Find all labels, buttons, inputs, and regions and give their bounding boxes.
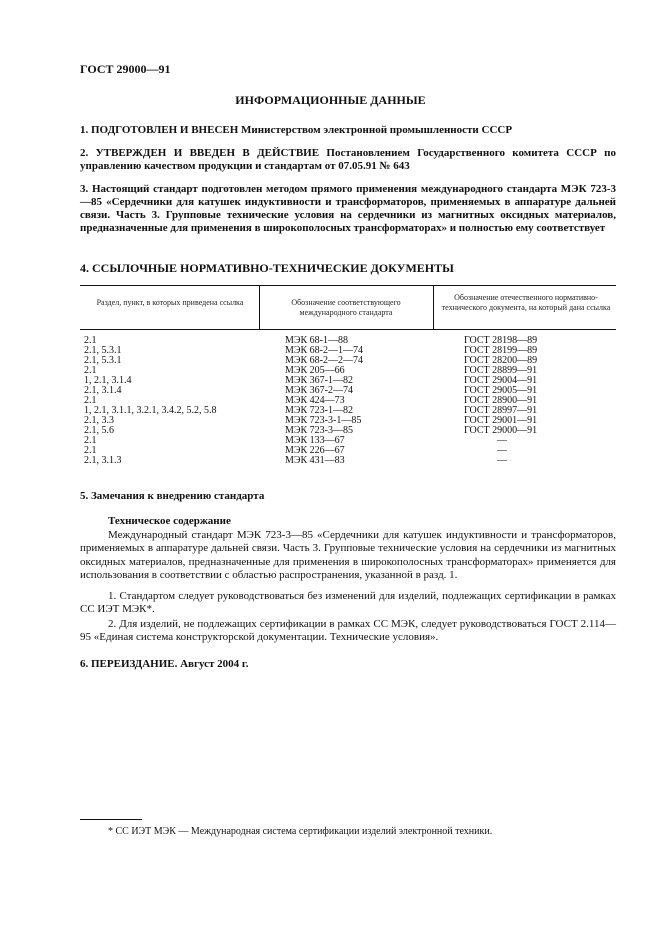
table-column-sections	[84, 336, 259, 466]
national-standard-cell: ГОСТ 28198—89	[464, 335, 538, 346]
table-header-rule	[80, 329, 616, 330]
item-number: 1.	[80, 124, 89, 136]
ref-section-cell: 2.1, 5.3.1	[84, 345, 122, 356]
ref-section-cell: 2.1	[84, 395, 97, 406]
national-standard-cell: ГОСТ 28997—91	[464, 405, 538, 416]
table-col-divider-1	[259, 285, 260, 329]
national-standard-cell: —	[497, 445, 507, 456]
national-standard-cell: ГОСТ 28899—91	[464, 365, 538, 376]
intl-standard-cell: МЭК 723-3-1—85	[285, 415, 362, 426]
footnote: * СС ИЭТ МЭК — Международная система сертификации изделий электронной техники.	[108, 826, 493, 837]
page-title: ИНФОРМАЦИОННЫЕ ДАННЫЕ	[235, 93, 426, 107]
ref-section-cell: 1, 2.1, 3.1.4	[84, 375, 132, 386]
intl-standard-cell: МЭК 226—67	[285, 445, 345, 456]
ref-section-cell: 2.1, 3.1.4	[84, 385, 122, 396]
item-number: 2.	[80, 147, 89, 159]
ref-section-cell: 2.1, 3.3	[84, 415, 114, 426]
table-column-national-standards	[464, 336, 604, 466]
paragraph-note-2: 2. Для изделий, не подлежащих сертификации в рамках СС МЭК, следует руководствоваться ГОСТ 2.114—95 «Единая система конструкторской документации. Технические условия».	[80, 618, 616, 644]
table-top-rule	[80, 285, 616, 286]
intl-standard-cell: МЭК 205—66	[285, 365, 345, 376]
info-item-1	[80, 124, 616, 137]
info-item-2	[80, 147, 616, 173]
ref-section-cell: 2.1, 5.3.1	[84, 355, 122, 366]
section-4-title: 4. ССЫЛОЧНЫЕ НОРМАТИВНО-ТЕХНИЧЕСКИЕ ДОКУМЕНТЫ	[80, 261, 454, 275]
intl-standard-cell: МЭК 424—73	[285, 395, 345, 406]
national-standard-cell: —	[497, 435, 507, 446]
national-standard-cell: —	[497, 455, 507, 466]
ref-section-cell: 2.1	[84, 435, 97, 446]
table-header-national: Обозначение отечественного нормативно-технического документа, на который дана ссылка	[441, 293, 611, 312]
national-standard-cell: ГОСТ 29001—91	[464, 415, 538, 426]
item-text: Настоящий стандарт подготовлен методом прямого применения международного стандарта МЭК 723-3—85 «Сердечники для катушек индуктивности и трансформаторов, применяемых в аппаратуре дальней связи. Часть 3. Групповые технические условия на сердечники из магнитных оксидных материалов, предназначенные для применения в широкополосных трансформаторах» и полностью ему соответствует	[80, 183, 616, 234]
footnote-rule	[80, 819, 142, 820]
ref-section-cell: 2.1	[84, 335, 97, 346]
section-6-title: 6. ПЕРЕИЗДАНИЕ.	[80, 658, 178, 670]
intl-standard-cell: МЭК 431—83	[285, 455, 345, 466]
ref-section-cell: 1, 2.1, 3.1.1, 3.2.1, 3.4.2, 5.2, 5.8	[84, 405, 217, 416]
intl-standard-cell: МЭК 367-2—74	[285, 385, 353, 396]
paragraph-note-1: 1. Стандартом следует руководствоваться без изменений для изделий, подлежащих сертификации в рамках СС ИЭТ МЭК*.	[80, 590, 616, 616]
intl-standard-cell: МЭК 68-2—1—74	[285, 345, 363, 356]
national-standard-cell: ГОСТ 29000—91	[464, 425, 538, 436]
table-col-divider-2	[433, 285, 434, 329]
intl-standard-cell: МЭК 723-3—85	[285, 425, 353, 436]
ref-section-cell: 2.1	[84, 365, 97, 376]
intl-standard-cell: МЭК 133—67	[285, 435, 345, 446]
intl-standard-cell: МЭК 68-2—2—74	[285, 355, 363, 366]
national-standard-cell: ГОСТ 29005—91	[464, 385, 538, 396]
page-header: ГОСТ 29000—91	[80, 62, 171, 76]
intl-standard-cell: МЭК 68-1—88	[285, 335, 348, 346]
intl-standard-cell: МЭК 723-1—82	[285, 405, 353, 416]
info-item-3	[80, 183, 616, 235]
section-6-date: Август 2004 г.	[180, 658, 249, 670]
table-header-section: Раздел, пункт, в которых приведена ссылка	[96, 298, 244, 307]
national-standard-cell: ГОСТ 28200—89	[464, 355, 538, 366]
section-5-subtitle: Техническое содержание	[108, 515, 231, 527]
paragraph-technical-content: Международный стандарт МЭК 723-3—85 «Сердечники для катушек индуктивности и трансформаторов, применяемых в аппаратуре дальней связи. Часть 3. Групповые технические условия на сердечники из магнитных оксидных материалов, предназначенные для применения в широкополосных трансформаторах» применяется для использования в соответствии с областью распространения, указанной в разд. 1.	[80, 529, 616, 582]
item-lead: ПОДГОТОВЛЕН И ВНЕСЕН	[91, 124, 239, 136]
table-column-intl-standards	[285, 336, 425, 466]
national-standard-cell: ГОСТ 28900—91	[464, 395, 538, 406]
item-text: Министерством электронной промышленности СССР	[241, 124, 513, 136]
item-lead: УТВЕРЖДЕН И ВВЕДЕН В ДЕЙСТВИЕ	[95, 147, 320, 159]
ref-section-cell: 2.1, 3.1.3	[84, 455, 122, 466]
section-6	[80, 658, 248, 670]
intl-standard-cell: МЭК 367-1—82	[285, 375, 353, 386]
section-5-title: 5. Замечания к внедрению стандарта	[80, 490, 265, 502]
item-number: 3.	[80, 183, 89, 195]
ref-section-cell: 2.1	[84, 445, 97, 456]
table-header-intl: Обозначение соответствующего международного стандарта	[291, 298, 401, 317]
ref-section-cell: 2.1, 5.6	[84, 425, 114, 436]
item-text: Постановлением Государственного комитета СССР по управлению качеством продукции и стандартам от 07.05.91 № 643	[80, 147, 617, 172]
national-standard-cell: ГОСТ 29004—91	[464, 375, 538, 386]
national-standard-cell: ГОСТ 28199—89	[464, 345, 538, 356]
